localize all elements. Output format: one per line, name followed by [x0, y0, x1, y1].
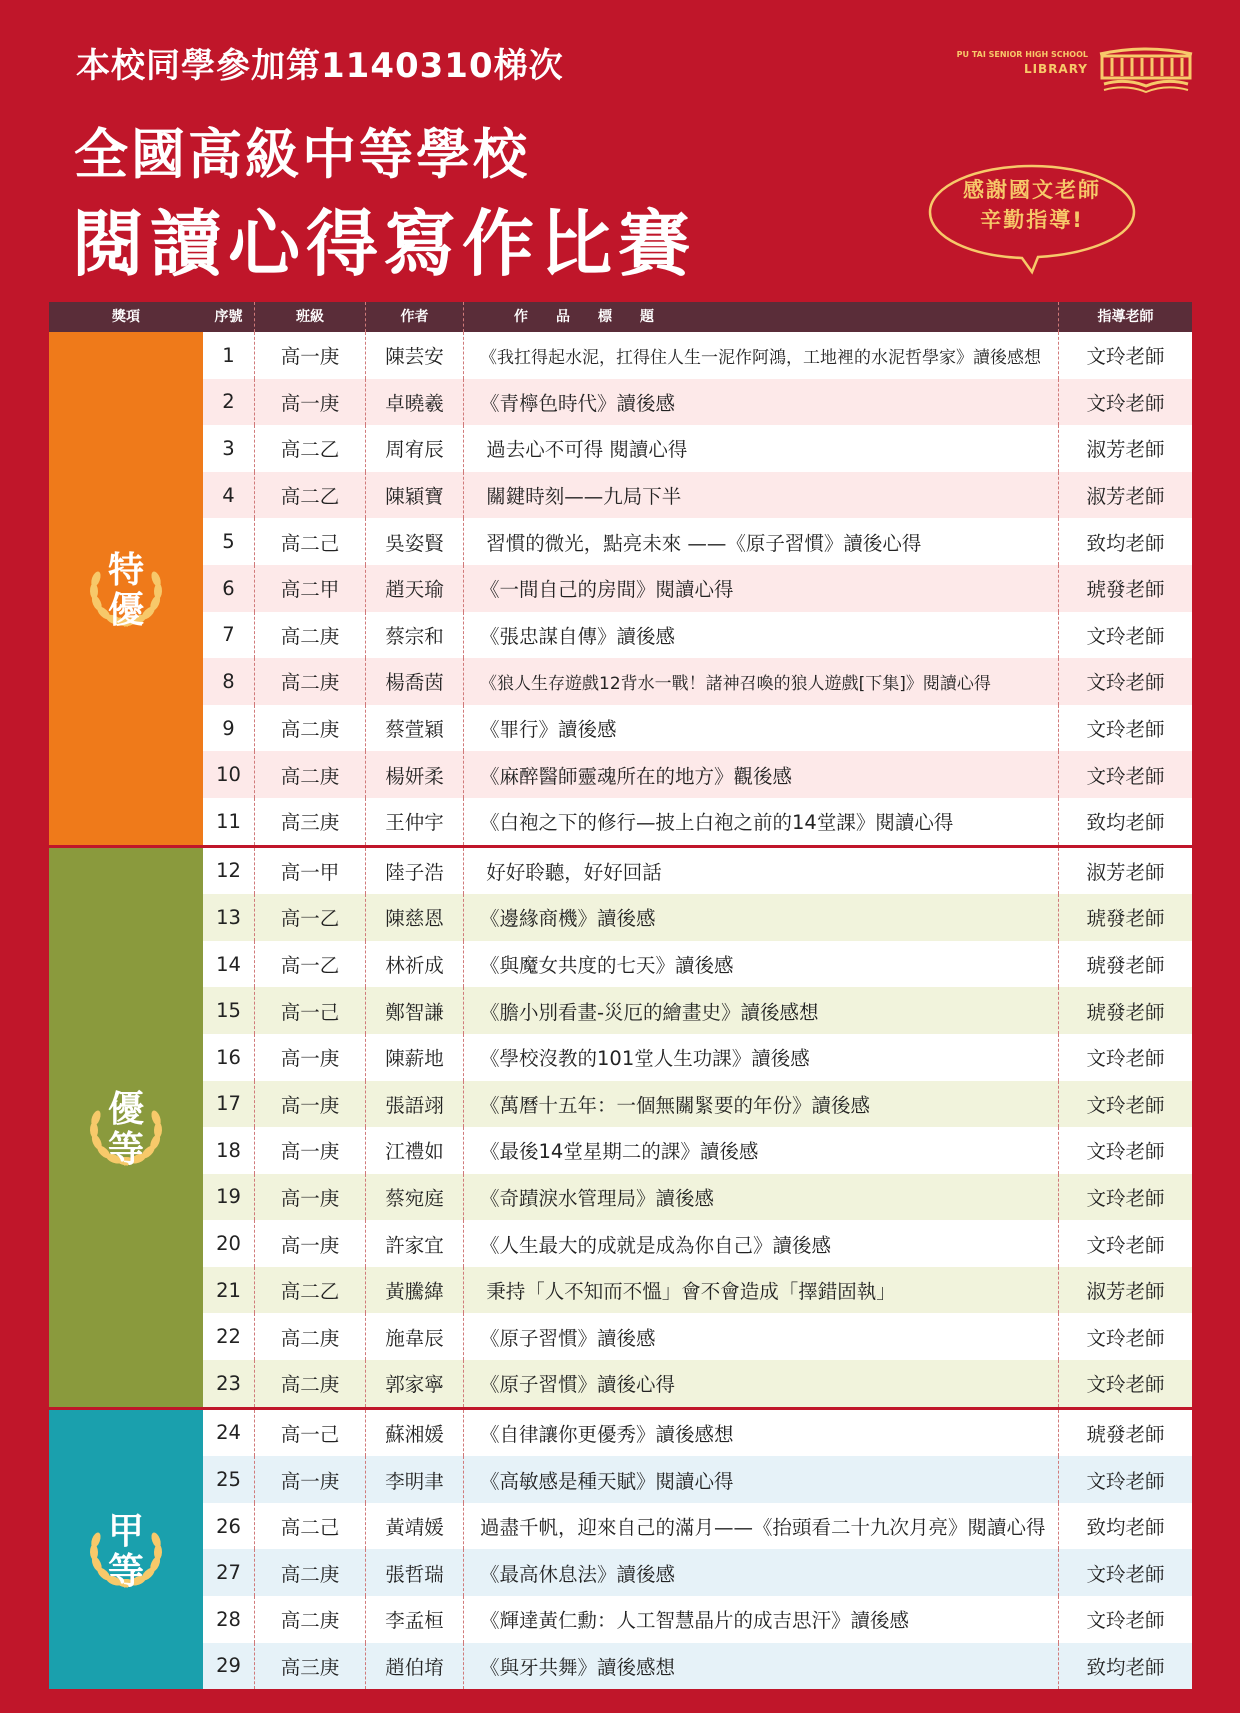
row-teacher: 文玲老師: [1058, 1081, 1192, 1128]
row-class: 高二庚: [254, 751, 365, 798]
row-number: 25: [216, 1468, 241, 1492]
row-author: 蔡宛庭: [365, 1174, 463, 1221]
row-class: 高二庚: [254, 1596, 365, 1643]
table-row: [203, 1220, 1192, 1267]
row-number: 20: [216, 1232, 241, 1256]
row-title: 《與魔女共度的七天》讀後感: [463, 941, 1058, 988]
row-author: 陳芸安: [365, 332, 463, 379]
row-number: 6: [222, 576, 235, 600]
prize-char-2: 等: [107, 1551, 144, 1593]
row-number: 16: [216, 1045, 241, 1069]
row-author: 蘇湘媛: [365, 1410, 463, 1457]
row-author: 張語翊: [365, 1081, 463, 1128]
row-class: 高一庚: [254, 1220, 365, 1267]
row-teacher: 文玲老師: [1058, 705, 1192, 752]
row-author: 蔡萱穎: [365, 705, 463, 752]
table-body: [49, 332, 1192, 1689]
table-row: [203, 1081, 1192, 1128]
row-class: 高一庚: [254, 1081, 365, 1128]
row-author: 陸子浩: [365, 848, 463, 895]
row-number: 27: [216, 1561, 241, 1585]
row-teacher: 文玲老師: [1058, 1127, 1192, 1174]
row-class: 高一乙: [254, 894, 365, 941]
prize-char-1: 甲: [107, 1511, 144, 1553]
row-teacher: 文玲老師: [1058, 658, 1192, 705]
prize-label: [49, 332, 203, 845]
prize-char-2: 等: [107, 1129, 144, 1171]
row-class: 高一乙: [254, 941, 365, 988]
row-class: 高一庚: [254, 1034, 365, 1081]
row-title: 《張忠謀自傳》讀後感: [463, 612, 1058, 659]
row-teacher: 文玲老師: [1058, 1360, 1192, 1407]
row-number: 18: [216, 1138, 241, 1162]
row-class: 高二乙: [254, 1267, 365, 1314]
row-title: 《萬曆十五年：一個無關緊要的年份》讀後感: [463, 1081, 1058, 1128]
row-title: 過盡千帆，迎來自己的滿月——《抬頭看二十九次月亮》閱讀心得: [463, 1503, 1058, 1550]
section-rows: [203, 1410, 1192, 1690]
table-row: [203, 894, 1192, 941]
row-class: 高一甲: [254, 848, 365, 895]
thanks-bubble: [924, 160, 1140, 284]
row-number: 8: [222, 669, 235, 693]
row-author: 陳慈恩: [365, 894, 463, 941]
table-row: [203, 1410, 1192, 1457]
row-class: 高一庚: [254, 379, 365, 426]
row-class: 高二庚: [254, 705, 365, 752]
row-author: 周宥辰: [365, 425, 463, 472]
row-author: 楊妍柔: [365, 751, 463, 798]
row-teacher: 淑芳老師: [1058, 472, 1192, 519]
row-author: 黃騰緯: [365, 1267, 463, 1314]
row-title: 關鍵時刻——九局下半: [463, 472, 1058, 519]
prize-label: [49, 1410, 203, 1690]
row-author: 陳穎寶: [365, 472, 463, 519]
table-row: [203, 941, 1192, 988]
row-number: 2: [222, 390, 235, 414]
row-number: 12: [216, 859, 241, 883]
row-teacher: 文玲老師: [1058, 332, 1192, 379]
library-logo: [956, 42, 1196, 94]
row-title: 《狼人生存遊戲12背水一戰！諸神召喚的狼人遊戲[下集]》閱讀心得: [463, 658, 1058, 705]
row-teacher: 致均老師: [1058, 1643, 1192, 1690]
row-title: 《輝達黃仁勳：人工智慧晶片的成吉思汗》讀後感: [463, 1596, 1058, 1643]
row-teacher: 致均老師: [1058, 798, 1192, 845]
row-title: 秉持「人不知而不慍」會不會造成「擇錯固執」: [463, 1267, 1058, 1314]
row-class: 高一己: [254, 987, 365, 1034]
row-class: 高二己: [254, 1503, 365, 1550]
table-row: [203, 1596, 1192, 1643]
table-row: [203, 1034, 1192, 1081]
row-class: 高一己: [254, 1410, 365, 1457]
row-teacher: 文玲老師: [1058, 1456, 1192, 1503]
logo-library-text: LIBRARY: [1023, 62, 1088, 76]
row-number: 13: [216, 905, 241, 929]
row-teacher: 文玲老師: [1058, 1313, 1192, 1360]
table-row: [203, 1456, 1192, 1503]
table-row: [203, 848, 1192, 895]
table-row: [203, 612, 1192, 659]
row-title: 《原子習慣》讀後感: [463, 1313, 1058, 1360]
row-teacher: 淑芳老師: [1058, 848, 1192, 895]
table-row: [203, 987, 1192, 1034]
row-number: 14: [216, 952, 241, 976]
prize-char-1: 優: [107, 1089, 144, 1131]
table-row: [203, 379, 1192, 426]
row-author: 王仲宇: [365, 798, 463, 845]
row-teacher: 致均老師: [1058, 518, 1192, 565]
prize-section: [49, 1410, 1192, 1690]
prize-char-2: 優: [107, 590, 144, 632]
results-table: [49, 302, 1192, 1689]
row-class: 高二庚: [254, 1549, 365, 1596]
table-row: [203, 425, 1192, 472]
row-author: 江禮如: [365, 1127, 463, 1174]
prize-char-1: 特: [107, 550, 144, 592]
row-teacher: 琥發老師: [1058, 894, 1192, 941]
row-author: 吳姿賢: [365, 518, 463, 565]
row-title: 《麻醉醫師靈魂所在的地方》觀後感: [463, 751, 1058, 798]
row-author: 郭家寧: [365, 1360, 463, 1407]
bubble-line-2: 辛勤指導!: [980, 208, 1084, 232]
row-number: 22: [216, 1325, 241, 1349]
table-row: [203, 1643, 1192, 1690]
header-teacher: 指導老師: [1058, 302, 1192, 332]
row-title: 《與牙共舞》讀後感想: [463, 1643, 1058, 1690]
row-number: 26: [216, 1514, 241, 1538]
row-title: 《學校沒教的101堂人生功課》讀後感: [463, 1034, 1058, 1081]
table-row: [203, 332, 1192, 379]
section-rows: [203, 332, 1192, 845]
row-author: 鄭智謙: [365, 987, 463, 1034]
title-line-1: 全國高級中等學校: [74, 123, 530, 186]
row-author: 卓曉羲: [365, 379, 463, 426]
row-teacher: 文玲老師: [1058, 379, 1192, 426]
row-title: 《罪行》讀後感: [463, 705, 1058, 752]
row-teacher: 文玲老師: [1058, 1549, 1192, 1596]
row-author: 趙伯堉: [365, 1643, 463, 1690]
table-row: [203, 472, 1192, 519]
row-class: 高二甲: [254, 565, 365, 612]
row-author: 李明聿: [365, 1456, 463, 1503]
header-author: 作者: [365, 302, 463, 332]
row-class: 高二庚: [254, 658, 365, 705]
row-number: 11: [216, 809, 241, 833]
row-title: 《最高休息法》讀後感: [463, 1549, 1058, 1596]
row-author: 陳薪地: [365, 1034, 463, 1081]
row-number: 28: [216, 1607, 241, 1631]
row-number: 15: [216, 999, 241, 1023]
row-class: 高二乙: [254, 472, 365, 519]
row-teacher: 致均老師: [1058, 1503, 1192, 1550]
table-row: [203, 1549, 1192, 1596]
row-title: 《邊緣商機》讀後感: [463, 894, 1058, 941]
row-number: 21: [216, 1278, 241, 1302]
row-teacher: 淑芳老師: [1058, 425, 1192, 472]
row-teacher: 琥發老師: [1058, 565, 1192, 612]
table-row: [203, 705, 1192, 752]
table-row: [203, 1313, 1192, 1360]
row-title: 《一間自己的房間》閱讀心得: [463, 565, 1058, 612]
row-number: 29: [216, 1654, 241, 1678]
row-title: 好好聆聽，好好回話: [463, 848, 1058, 895]
header-prize: 獎項: [112, 309, 140, 325]
prize-section: [49, 848, 1192, 1410]
row-title: 《原子習慣》讀後心得: [463, 1360, 1058, 1407]
row-number: 3: [222, 436, 235, 460]
table-row: [203, 1503, 1192, 1550]
header-no: 序號: [214, 309, 243, 325]
bubble-line-1: 感謝國文老師: [963, 178, 1101, 202]
table-row: [203, 1174, 1192, 1221]
row-number: 19: [216, 1185, 241, 1209]
row-teacher: 琥發老師: [1058, 1410, 1192, 1457]
row-number: 7: [222, 623, 235, 647]
row-author: 楊喬茵: [365, 658, 463, 705]
row-title: 《高敏感是種天賦》閱讀心得: [463, 1456, 1058, 1503]
table-row: [203, 798, 1192, 845]
section-rows: [203, 848, 1192, 1407]
row-title: 過去心不可得 閱讀心得: [463, 425, 1058, 472]
row-teacher: 文玲老師: [1058, 1174, 1192, 1221]
header-class: 班級: [254, 302, 365, 332]
row-author: 蔡宗和: [365, 612, 463, 659]
row-title: 《自律讓你更優秀》讀後感想: [463, 1410, 1058, 1457]
row-author: 李孟桓: [365, 1596, 463, 1643]
row-number: 17: [216, 1092, 241, 1116]
row-teacher: 琥發老師: [1058, 987, 1192, 1034]
row-author: 許家宜: [365, 1220, 463, 1267]
table-row: [203, 658, 1192, 705]
row-class: 高二庚: [254, 1313, 365, 1360]
row-number: 1: [222, 343, 235, 367]
table-row: [203, 1267, 1192, 1314]
row-number: 23: [216, 1371, 241, 1395]
row-class: 高一庚: [254, 1174, 365, 1221]
table-header: [49, 302, 1192, 332]
row-number: 5: [222, 530, 235, 554]
row-title: 《膽小別看畫-災厄的繪畫史》讀後感想: [463, 987, 1058, 1034]
row-teacher: 文玲老師: [1058, 1220, 1192, 1267]
row-teacher: 淑芳老師: [1058, 1267, 1192, 1314]
header-title: 作 品 標 題: [463, 302, 1058, 332]
row-number: 9: [222, 716, 235, 740]
logo-school-name: PU TAI SENIOR HIGH SCHOOL: [956, 50, 1088, 59]
row-author: 黃靖媛: [365, 1503, 463, 1550]
row-author: 施韋辰: [365, 1313, 463, 1360]
row-class: 高一庚: [254, 332, 365, 379]
row-title: 《我扛得起水泥，扛得住人生一泥作阿鴻，工地裡的水泥哲學家》讀後感想: [463, 332, 1058, 379]
subtitle: 本校同學參加第1140310梯次: [76, 46, 564, 86]
row-class: 高二乙: [254, 425, 365, 472]
row-class: 高二己: [254, 518, 365, 565]
row-title: 《奇蹟淚水管理局》讀後感: [463, 1174, 1058, 1221]
row-class: 高三庚: [254, 1643, 365, 1690]
row-teacher: 文玲老師: [1058, 751, 1192, 798]
row-author: 張哲瑞: [365, 1549, 463, 1596]
table-row: [203, 1360, 1192, 1407]
row-class: 高一庚: [254, 1456, 365, 1503]
row-author: 趙天瑜: [365, 565, 463, 612]
row-teacher: 文玲老師: [1058, 1596, 1192, 1643]
row-class: 高二庚: [254, 612, 365, 659]
row-teacher: 琥發老師: [1058, 941, 1192, 988]
row-class: 高一庚: [254, 1127, 365, 1174]
title-line-2: 閱讀心得寫作比賽: [72, 202, 697, 286]
table-row: [203, 518, 1192, 565]
table-row: [203, 751, 1192, 798]
row-class: 高三庚: [254, 798, 365, 845]
row-title: 《人生最大的成就是成為你自己》讀後感: [463, 1220, 1058, 1267]
row-title: 《最後14堂星期二的課》讀後感: [463, 1127, 1058, 1174]
row-teacher: 文玲老師: [1058, 1034, 1192, 1081]
row-author: 林祈成: [365, 941, 463, 988]
row-title: 習慣的微光，點亮未來 ——《原子習慣》讀後心得: [463, 518, 1058, 565]
row-teacher: 文玲老師: [1058, 612, 1192, 659]
row-title: 《白袍之下的修行—披上白袍之前的14堂課》閱讀心得: [463, 798, 1058, 845]
row-class: 高二庚: [254, 1360, 365, 1407]
table-row: [203, 565, 1192, 612]
row-number: 10: [216, 763, 241, 787]
table-row: [203, 1127, 1192, 1174]
row-number: 24: [216, 1421, 241, 1445]
library-building-icon: [1096, 42, 1196, 94]
prize-section: [49, 332, 1192, 848]
prize-label: [49, 848, 203, 1407]
row-number: 4: [222, 483, 235, 507]
row-title: 《青檸色時代》讀後感: [463, 379, 1058, 426]
